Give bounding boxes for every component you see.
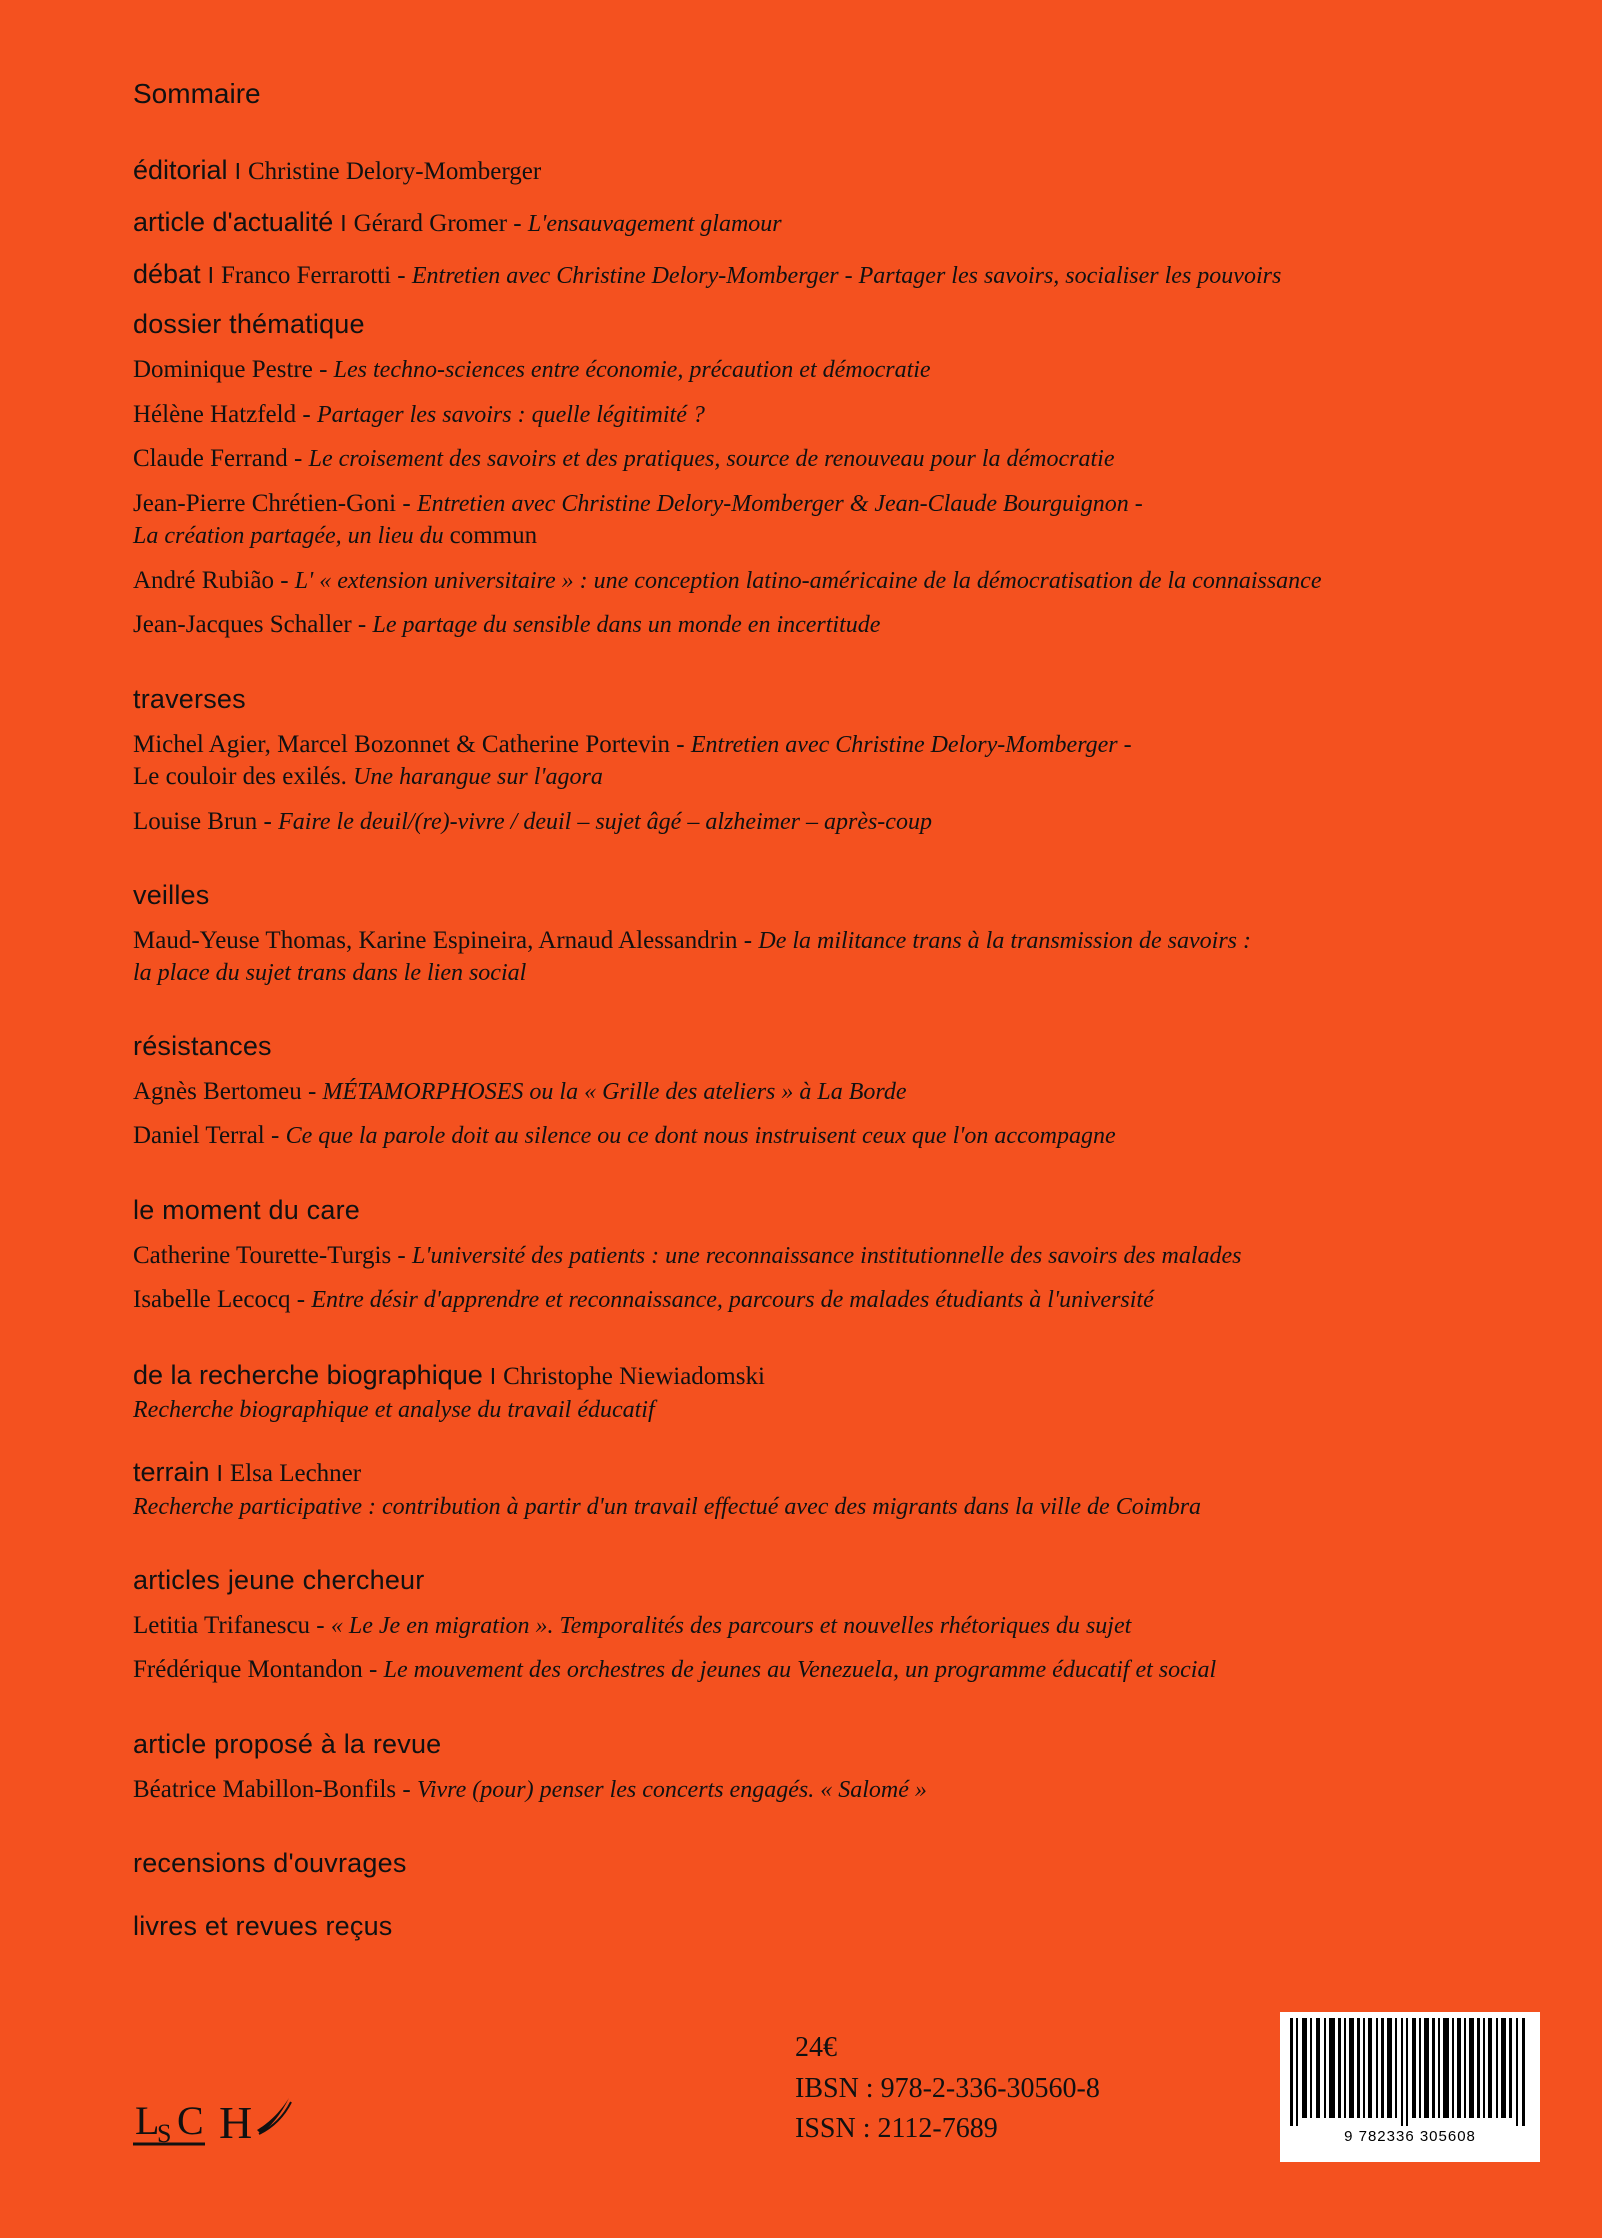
list-item: [133, 1774, 1533, 1807]
rubric-author: Christine Delory-Momberger: [247, 158, 542, 185]
section-article-propose: [133, 1729, 1553, 1807]
entry-author: Louise Brun -: [133, 807, 279, 835]
entry-title: MÉTAMORPHOSES ou la « Grille des ateliers » à La Borde: [322, 1078, 907, 1105]
price-and-codes: [795, 2028, 1100, 2150]
rubric-separator: I: [216, 1459, 223, 1486]
entry-author: Catherine Tourette-Turgis -: [133, 1241, 413, 1269]
svg-text:C: C: [177, 2098, 204, 2143]
section-title: résistances: [133, 1030, 272, 1061]
entry-title: Faire le deuil/(re)-vivre / deuil – sujet âgé – alzheimer – après-coup: [278, 808, 932, 835]
entry-author: Maud-Yeuse Thomas, Karine Espineira, Arnaud Alessandrin -: [133, 927, 759, 955]
list-item: [133, 1240, 1533, 1273]
section-moment-du-care: [133, 1195, 1553, 1317]
entry-author: Claude Ferrand -: [133, 445, 309, 473]
rubric-separator: I: [207, 261, 214, 288]
rubric-subtitle-line: [133, 1492, 1533, 1523]
entry-title: Le croisement des savoirs et des pratiques, source de renouveau pour la démocratie: [308, 446, 1115, 473]
rubric-editorial: [133, 154, 1553, 188]
section-dossier-thematique: [133, 309, 1553, 642]
rubric-title: Entretien avec Christine Delory-Momberger - Partager les savoirs, socialiser les pouvoirs: [411, 262, 1282, 289]
entry-author: Daniel Terral -: [133, 1122, 286, 1150]
rubric-recherche-biographique: [133, 1359, 1553, 1426]
rubric-label: article d'actualité: [133, 206, 334, 237]
rubric-author: Elsa Lechner: [229, 1459, 362, 1487]
list-item: [133, 354, 1533, 387]
rubric-header: [133, 1359, 1553, 1393]
entry-title-second-line: la place du sujet trans dans le lien social: [133, 959, 527, 986]
list-item: [133, 1076, 1533, 1109]
entry-title: L' « extension universitaire » : une conception latino-américaine de la démocratisation de la connaissance: [294, 567, 1322, 594]
svg-text:S: S: [157, 2119, 172, 2148]
rubric-subtitle: Recherche participative : contribution à partir d'un travail effectué avec des migrants dans la ville de Coimbra: [133, 1493, 1202, 1520]
page-title: Sommaire: [133, 78, 261, 109]
section-title: veilles: [133, 880, 210, 911]
entry-author: André Rubião -: [133, 566, 295, 594]
section-title: livres et revues reçus: [133, 1911, 393, 1942]
entry-title: Entretien avec Christine Delory-Momberger -: [690, 731, 1132, 758]
rubric-debat: [133, 258, 1553, 292]
entry-author-second-line: Le couloir des exilés.: [133, 763, 354, 791]
list-item: [133, 609, 1533, 642]
rubric-author: Franco Ferrarotti -: [220, 261, 412, 289]
rubric-label: éditorial: [133, 155, 228, 185]
entry-author: Jean-Pierre Chrétien-Goni -: [133, 489, 417, 517]
list-item: [133, 1654, 1533, 1687]
rubric-subtitle-line: [133, 1395, 1533, 1426]
section-veilles: [133, 880, 1553, 989]
rubric-subtitle: Recherche biographique et analyse du travail éducatif: [133, 1396, 655, 1423]
rubric-author: Christophe Niewiadomski: [503, 1362, 765, 1390]
ibsn: IBSN : 978-2-336-30560-8: [795, 2072, 1100, 2104]
publisher-logo: [133, 2084, 313, 2156]
entry-author: Béatrice Mabillon-Bonfils -: [133, 1775, 417, 1803]
entry-title: Vivre (pour) penser les concerts engagés. « Salomé »: [416, 1776, 927, 1803]
list-item: [133, 399, 1533, 432]
entry-title-tail: commun: [449, 522, 538, 550]
svg-text:H: H: [219, 2097, 253, 2148]
rubric-terrain: [133, 1456, 1553, 1523]
entry-author: Dominique Pestre -: [133, 356, 334, 384]
section-traverses: [133, 684, 1553, 839]
list-item: [133, 443, 1533, 476]
entry-title: Entre désir d'apprendre et reconnaissance, parcours de malades étudiants à l'université: [311, 1287, 1154, 1314]
entry-title: « Le Je en migration ». Temporalités des parcours et nouvelles rhétoriques du sujet: [330, 1612, 1132, 1639]
list-item: [133, 729, 1533, 794]
section-title: dossier thématique: [133, 309, 365, 340]
rubric-title: L'ensauvagement glamour: [527, 210, 782, 237]
issn: ISSN : 2112-7689: [795, 2113, 998, 2145]
entry-author: Michel Agier, Marcel Bozonnet & Catherine Portevin -: [133, 730, 691, 758]
rubric-separator: I: [340, 209, 347, 236]
list-item: [133, 1120, 1533, 1153]
section-title: le moment du care: [133, 1194, 361, 1225]
list-item: [133, 565, 1533, 598]
rubric-label: débat: [133, 258, 201, 289]
rubric-separator: I: [489, 1362, 497, 1389]
section-resistances: [133, 1031, 1553, 1153]
entry-title: Le partage du sensible dans un monde en incertitude: [372, 612, 881, 639]
rubric-label: terrain: [133, 1456, 210, 1487]
section-recensions: [133, 1848, 1553, 1879]
section-title: recensions d'ouvrages: [133, 1848, 407, 1879]
entry-title: Le mouvement des orchestres de jeunes au Venezuela, un programme éducatif et social: [383, 1657, 1217, 1684]
rubric-header: [133, 1456, 1553, 1490]
list-item: [133, 1284, 1533, 1317]
rubric-article-actualite: [133, 206, 1553, 240]
section-title: article proposé à la revue: [133, 1728, 442, 1759]
footer: [0, 1938, 1602, 2238]
entry-title: Partager les savoirs : quelle légitimité ?: [316, 401, 705, 428]
rubric-author: Gérard Gromer -: [353, 209, 528, 237]
entry-author: Jean-Jacques Schaller -: [133, 611, 373, 639]
list-item: [133, 488, 1533, 553]
barcode-number: 9 782336 305608: [1344, 2128, 1476, 2145]
entry-author: Agnès Bertomeu -: [133, 1077, 323, 1105]
entry-title: Les techno-sciences entre économie, précaution et démocratie: [333, 357, 931, 384]
entry-title: Entretien avec Christine Delory-Momberger & Jean-Claude Bourguignon -: [416, 490, 1143, 517]
list-item: [133, 806, 1533, 839]
rubric-label: de la recherche biographique: [133, 1359, 483, 1390]
lsc-harmattan-logo-icon: [133, 2084, 313, 2156]
entry-author: Isabelle Lecocq -: [133, 1286, 312, 1314]
entry-title-second-line: Une harangue sur l'agora: [353, 764, 603, 791]
summary-content: [133, 78, 1553, 1956]
entry-title-second-line: La création partagée, un lieu du: [133, 523, 450, 550]
price: 24€: [795, 2032, 837, 2064]
rubric-separator: I: [234, 158, 241, 184]
barcode-bars-icon: [1288, 2018, 1532, 2126]
entry-author: Hélène Hatzfeld -: [133, 400, 317, 428]
entry-title: L'université des patients : une reconnaissance institutionnelle des savoirs des malades: [412, 1242, 1242, 1269]
barcode: [1280, 2012, 1540, 2162]
list-item: [133, 925, 1533, 989]
entry-author: Letitia Trifanescu -: [133, 1611, 331, 1639]
svg-text:L: L: [135, 2098, 160, 2143]
entry-author: Frédérique Montandon -: [133, 1656, 384, 1684]
list-item: [133, 1610, 1533, 1643]
section-title: articles jeune chercheur: [133, 1564, 425, 1595]
entry-title: Ce que la parole doit au silence ou ce dont nous instruisent ceux que l'on accompagne: [285, 1123, 1116, 1150]
section-articles-jeune-chercheur: [133, 1565, 1553, 1687]
entry-title: De la militance trans à la transmission de savoirs :: [758, 928, 1252, 955]
section-title: traverses: [133, 683, 246, 714]
